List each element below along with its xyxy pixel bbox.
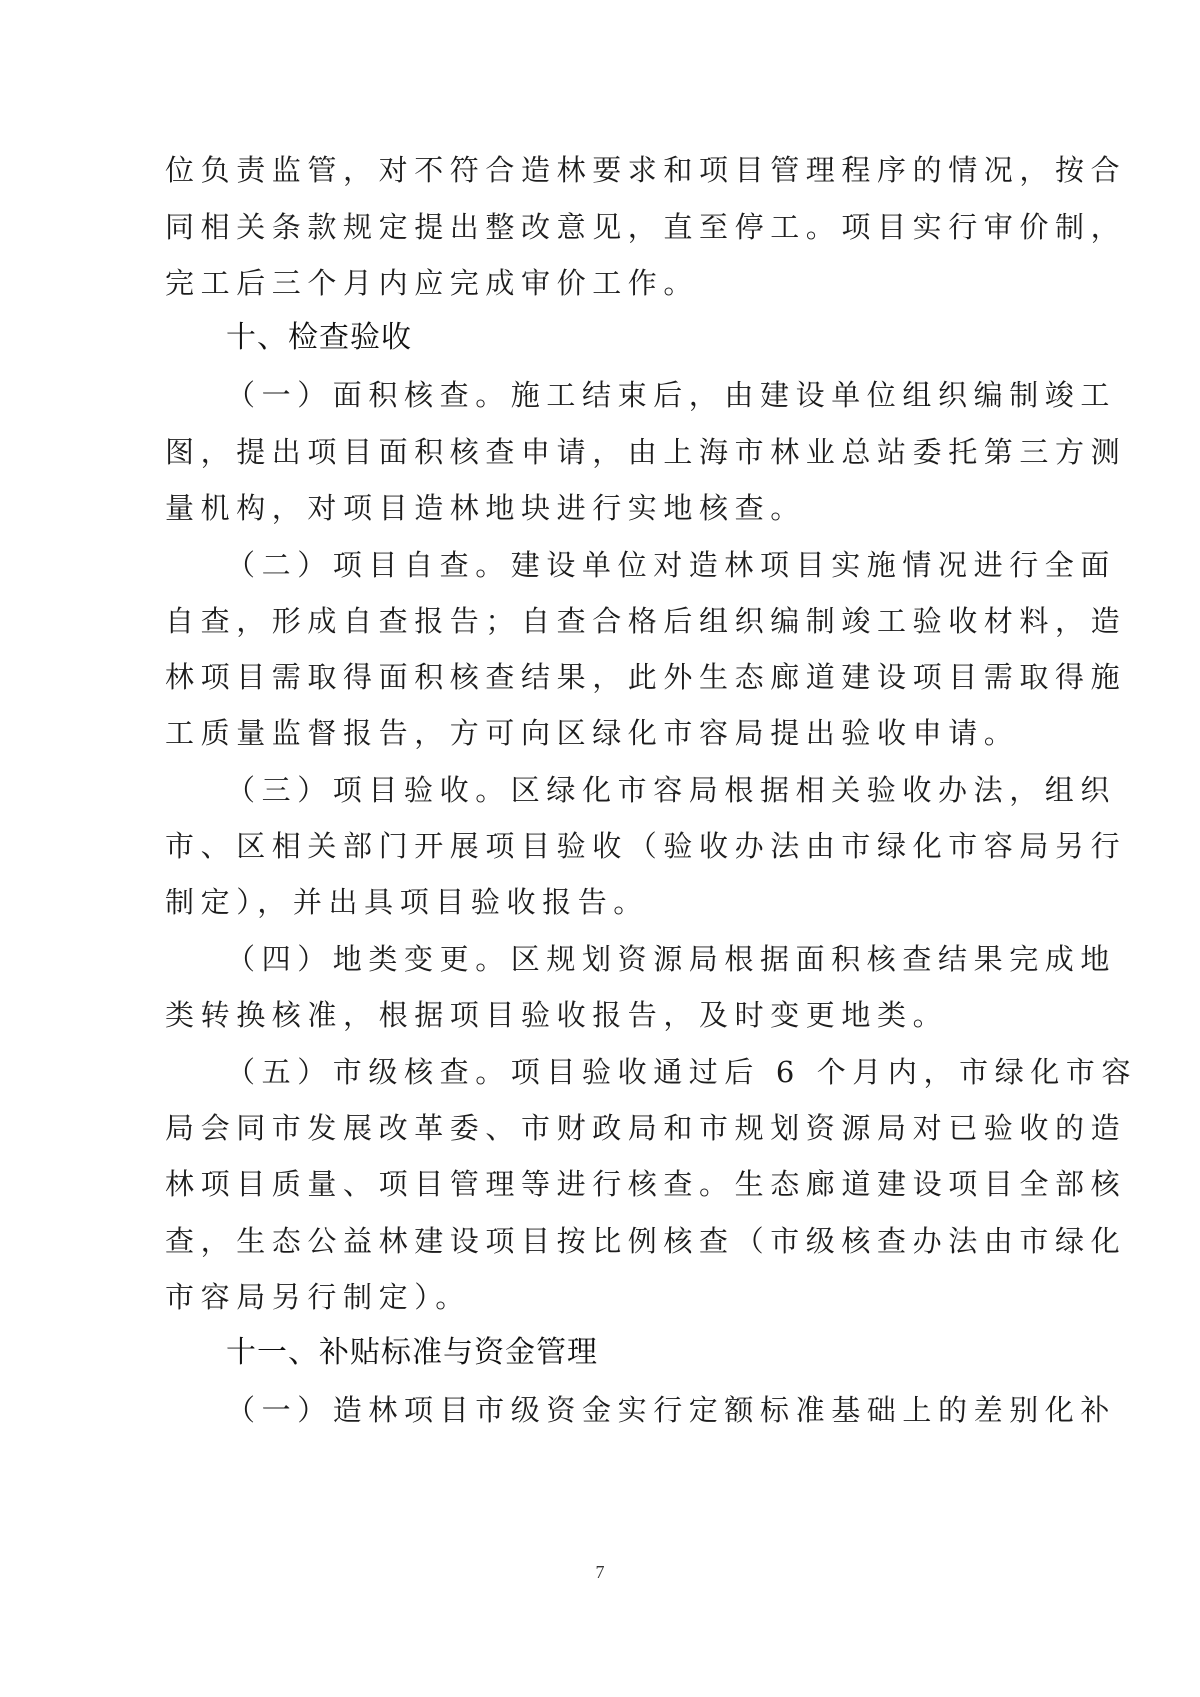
- page-number: 7: [595, 1562, 605, 1582]
- paragraph-line: 林项目需取得面积核查结果，此外生态廊道建设项目需取得施: [165, 660, 1127, 694]
- paragraph-line: 市容局另行制定）。: [165, 1280, 471, 1314]
- paragraph-line: 市、区相关部门开展项目验收（验收办法由市绿化市容局另行: [165, 829, 1127, 863]
- paragraph-line: 制定），并出具项目验收报告。: [165, 885, 649, 919]
- paragraph-line: （一）面积核查。施工结束后，由建设单位组织编制竣工: [226, 378, 1117, 412]
- paragraph-line: （四）地类变更。区规划资源局根据面积核查结果完成地: [226, 942, 1117, 976]
- section-heading-10: 十、检查验收: [226, 320, 412, 355]
- section-heading-11: 十一、补贴标准与资金管理: [226, 1335, 598, 1370]
- paragraph-line: 自查，形成自查报告；自查合格后组织编制竣工验收材料，造: [165, 604, 1127, 638]
- paragraph-line: 位负责监管，对不符合造林要求和项目管理程序的情况，按合: [165, 153, 1127, 187]
- paragraph-line: 图，提出项目面积核查申请，由上海市林业总站委托第三方测: [165, 435, 1127, 469]
- paragraph-line: （一）造林项目市级资金实行定额标准基础上的差别化补: [226, 1393, 1117, 1427]
- paragraph-line: 局会同市发展改革委、市财政局和市规划资源局对已验收的造: [165, 1111, 1127, 1145]
- paragraph-line: （五）市级核查。项目验收通过后 6 个月内，市绿化市容: [226, 1055, 1138, 1089]
- paragraph-line: 工质量监督报告，方可向区绿化市容局提出验收申请。: [165, 716, 1020, 750]
- paragraph-line: 查，生态公益林建设项目按比例核查（市级核查办法由市绿化: [165, 1224, 1127, 1258]
- paragraph-line: 完工后三个月内应完成审价工作。: [165, 266, 700, 300]
- paragraph-line: 类转换核准，根据项目验收报告，及时变更地类。: [165, 998, 949, 1032]
- paragraph-line: 量机构，对项目造林地块进行实地核查。: [165, 491, 806, 525]
- paragraph-line: 同相关条款规定提出整改意见，直至停工。项目实行审价制，: [165, 210, 1127, 244]
- paragraph-line: 林项目质量、项目管理等进行核查。生态廊道建设项目全部核: [165, 1167, 1127, 1201]
- paragraph-line: （二）项目自查。建设单位对造林项目实施情况进行全面: [226, 548, 1117, 582]
- paragraph-line: （三）项目验收。区绿化市容局根据相关验收办法，组织: [226, 773, 1117, 807]
